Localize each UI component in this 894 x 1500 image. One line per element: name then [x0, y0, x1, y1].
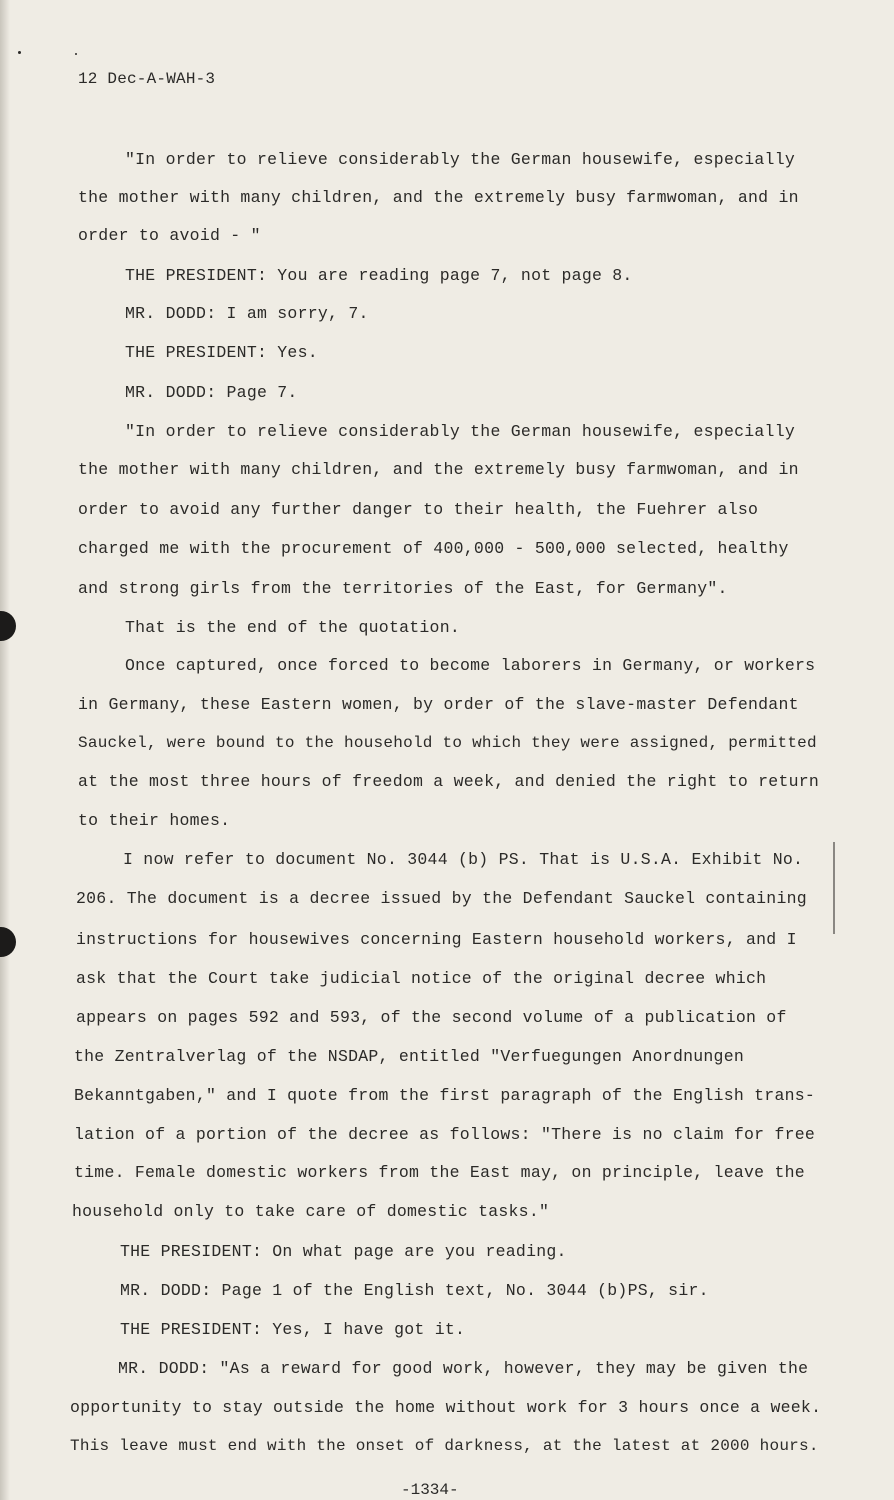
text-line: order to avoid any further danger to their health, the Fuehrer also [78, 500, 759, 519]
text-line: THE PRESIDENT: Yes. [125, 343, 318, 362]
text-line: opportunity to stay outside the home without work for 3 hours once a week. [70, 1398, 822, 1417]
text-line: ask that the Court take judicial notice of the original decree which [76, 969, 767, 988]
punch-hole-bottom [0, 927, 16, 957]
text-line: instructions for housewives concerning Eastern household workers, and I [76, 930, 797, 949]
text-line: in Germany, these Eastern women, by order of the slave-master Defendant [78, 695, 799, 714]
text-line: lation of a portion of the decree as follows: "There is no claim for free [74, 1125, 816, 1144]
text-line: time. Female domestic workers from the East may, on principle, leave the [74, 1163, 805, 1182]
text-line: order to avoid - " [78, 226, 261, 245]
text-line: MR. DODD: "As a reward for good work, however, they may be given the [118, 1359, 809, 1378]
text-line: THE PRESIDENT: Yes, I have got it. [120, 1320, 466, 1339]
text-line: 206. The document is a decree issued by the Defendant Sauckel containing [76, 889, 807, 908]
text-line: THE PRESIDENT: You are reading page 7, not page 8. [125, 266, 633, 285]
paper-speck [18, 51, 21, 54]
text-line: appears on pages 592 and 593, of the second volume of a publication of [76, 1008, 787, 1027]
page-number: -1334- [401, 1481, 459, 1499]
punch-hole-top [0, 611, 16, 641]
text-line: MR. DODD: Page 1 of the English text, No. 3044 (b)PS, sir. [120, 1281, 709, 1300]
text-line: the Zentralverlag of the NSDAP, entitled "Verfuegungen Anordnungen [74, 1047, 745, 1066]
text-line: the mother with many children, and the extremely busy farmwoman, and in [78, 188, 799, 207]
text-line: and strong girls from the territories of the East, for Germany". [78, 579, 728, 598]
page-edge-shadow [0, 0, 10, 1500]
paper-speck [75, 53, 77, 55]
text-line: THE PRESIDENT: On what page are you reading. [120, 1242, 567, 1261]
text-line: charged me with the procurement of 400,000 - 500,000 selected, healthy [78, 539, 789, 558]
text-line: Bekanntgaben," and I quote from the first paragraph of the English trans- [74, 1086, 816, 1105]
text-line: I now refer to document No. 3044 (b) PS. That is U.S.A. Exhibit No. [123, 850, 804, 869]
text-line: MR. DODD: Page 7. [125, 383, 298, 402]
text-line: This leave must end with the onset of darkness, at the latest at 2000 hours. [70, 1437, 819, 1455]
text-line: MR. DODD: I am sorry, 7. [125, 304, 369, 323]
margin-pencil-mark [833, 842, 835, 934]
text-line: to their homes. [78, 811, 231, 830]
text-line: at the most three hours of freedom a week, and denied the right to return [78, 772, 820, 791]
text-line: "In order to relieve considerably the German housewife, especially [125, 422, 796, 441]
text-line: "In order to relieve considerably the German housewife, especially [125, 150, 796, 169]
text-line: Sauckel, were bound to the household to which they were assigned, permitted [78, 734, 817, 752]
text-line: That is the end of the quotation. [125, 618, 461, 637]
text-line: Once captured, once forced to become laborers in Germany, or workers [125, 656, 816, 675]
document-header: 12 Dec-A-WAH-3 [78, 70, 216, 88]
text-line: the mother with many children, and the extremely busy farmwoman, and in [78, 460, 799, 479]
text-line: household only to take care of domestic tasks." [72, 1202, 550, 1221]
